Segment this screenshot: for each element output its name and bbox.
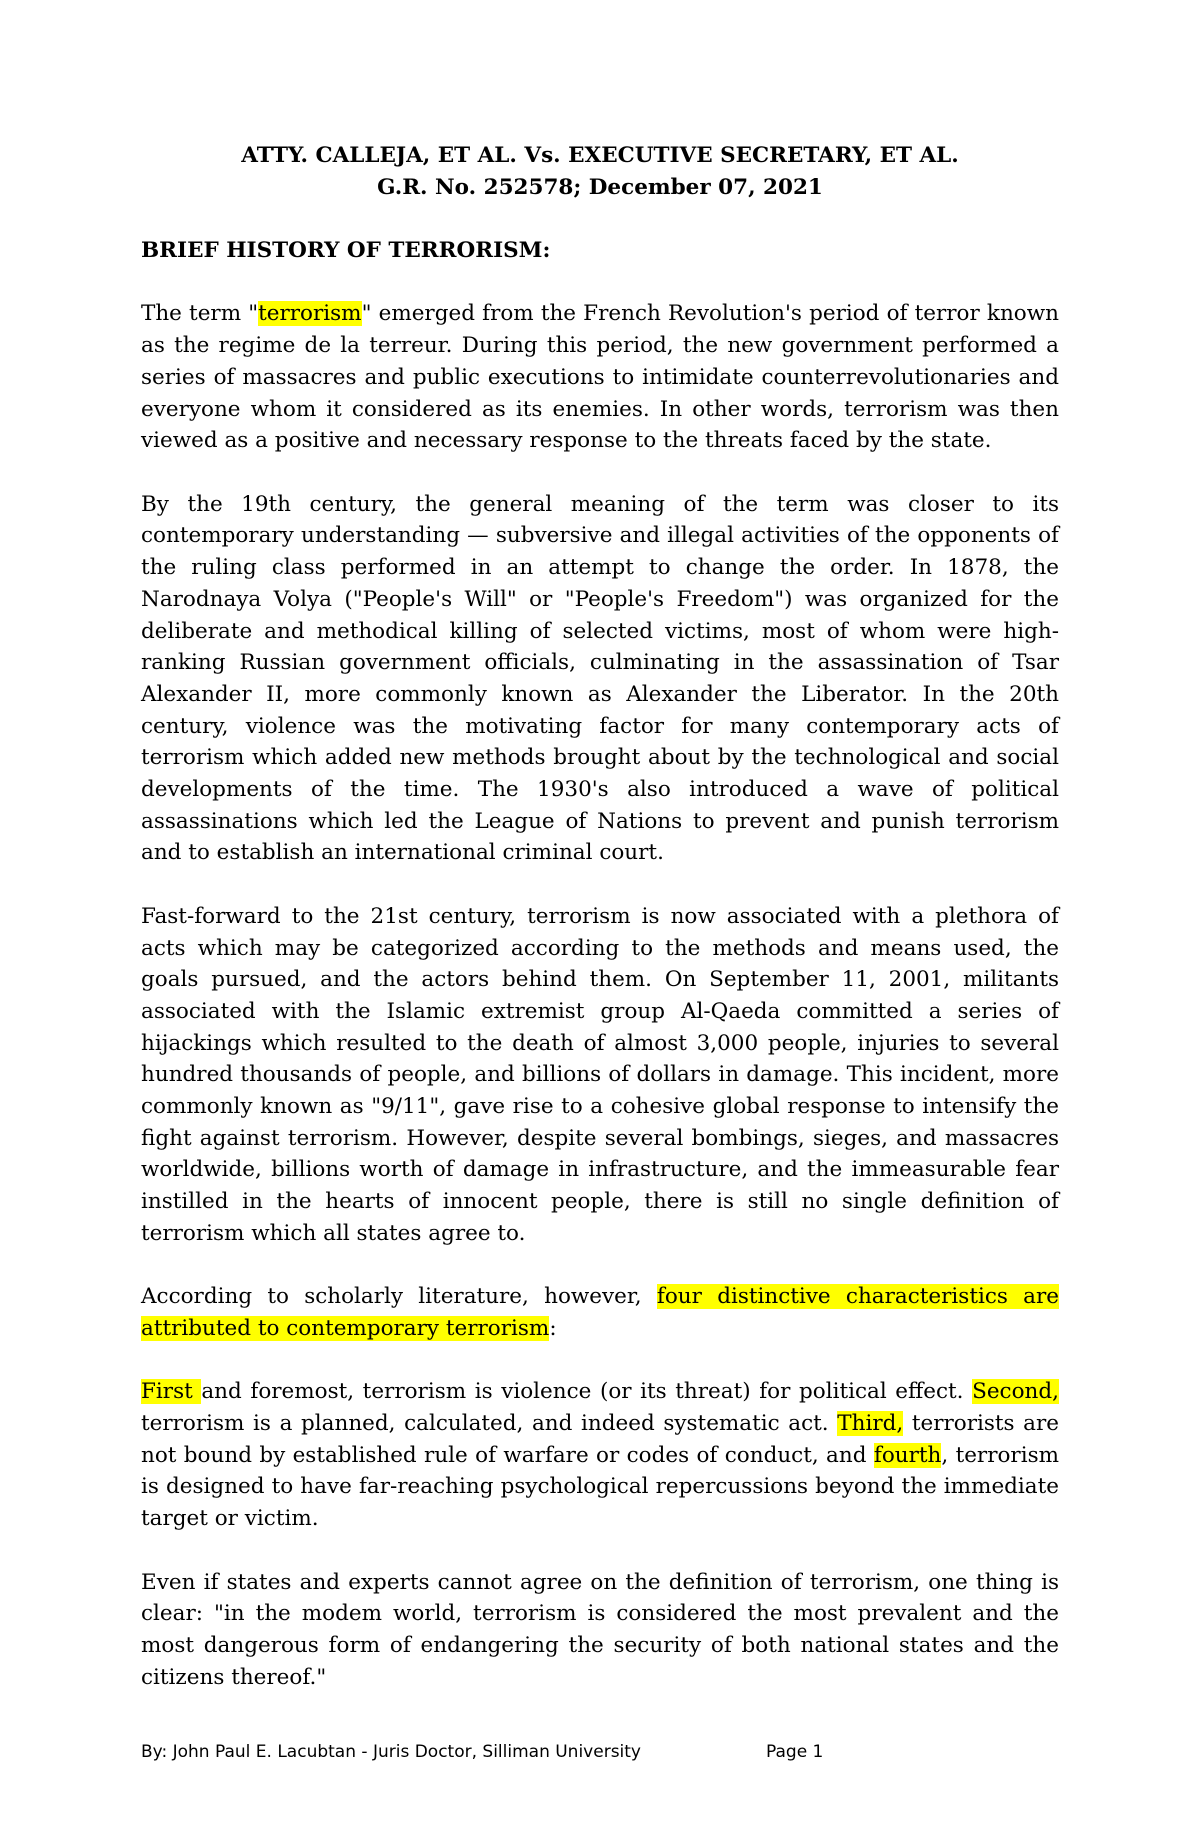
- case-title-line-1: ATTY. CALLEJA, ET AL. Vs. EXECUTIVE SECRETARY, ET AL.: [241, 143, 959, 168]
- highlight-terrorism: terrorism: [258, 301, 362, 327]
- section-heading: BRIEF HISTORY OF TERRORISM:: [141, 238, 551, 264]
- paragraph-1: [141, 298, 1059, 457]
- highlight-four-characteristics: four distinctive characteristics are attributed to contemporary terrorism: [141, 1284, 1059, 1341]
- paragraph-2: By the 19th century, the general meaning of the term was closer to its contemporary understanding — subversive and illegal activities of the opponents of the ruling class performed in an attempt to change the order. In 1878, the Narodnaya Volya ("People's Will" or "People's Freedom") was organized for the deliberate and methodical killing of selected victims, most of whom were high-ranking Russian government officials, culminating in the assassination of Tsar Alexander II, more commonly known as Alexander the Liberator. In the 20th century, violence was the motivating factor for many contemporary acts of terrorism which added new methods brought about by the technological and social developments of the time. The 1930's also introduced a wave of political assassinations which led the League of Nations to prevent and punish terrorism and to establish an international criminal court.: [141, 491, 1059, 866]
- paragraph-4-text-a: According to scholarly literature, however,: [141, 1284, 657, 1310]
- paragraph-1-text-b: " emerged from the French Revolution's period of terror known as the regime de la terreur. During this period, the new government performed a series of massacres and public executions to intimidate counterrevolutionaries and everyone whom it considered as its enemies. In other words, terrorism was then viewed as a positive and necessary response to the threats faced by the state.: [141, 301, 1059, 454]
- highlight-first: First: [141, 1379, 202, 1405]
- document-body: [141, 140, 1059, 1693]
- paragraph-5-text-a: and foremost, terrorism is violence (or its threat) for political effect.: [201, 1379, 973, 1405]
- paragraph-5-text-c: terrorists are not bound by established rule of warfare or codes of conduct, and: [141, 1411, 1059, 1468]
- paragraph-3: Fast-forward to the 21st century, terrorism is now associated with a plethora of acts which may be categorized according to the methods and means used, the goals pursued, and the actors behind them. On September 11, 2001, militants associated with the Islamic extremist group Al-Qaeda committed a series of hijackings which resulted to the death of almost 3,000 people, injuries to several hundred thousands of people, and billions of dollars in damage. This incident, more commonly known as "9/11", gave rise to a cohesive global response to intensify the fight against terrorism. However, despite several bombings, sieges, and massacres worldwide, billions worth of damage in infrastructure, and the immeasurable fear instilled in the hearts of innocent people, there is still no single definition of terrorism which all states agree to.: [141, 903, 1059, 1246]
- case-title: [141, 140, 1059, 203]
- highlight-fourth: fourth: [873, 1442, 942, 1468]
- highlight-second: Second,: [972, 1379, 1059, 1405]
- paragraph-5: [141, 1376, 1059, 1535]
- case-title-line-2: G.R. No. 252578; December 07, 2021: [377, 174, 823, 200]
- paragraph-5-text-d: , terrorism is designed to have far-reaching psychological repercussions beyond the immediate target or victim.: [141, 1442, 1060, 1532]
- paragraph-1-text-a: The term ": [141, 301, 259, 327]
- highlight-third: Third,: [837, 1411, 904, 1437]
- footer-author: By: John Paul E. Lacubtan - Juris Doctor, Silliman University: [141, 1742, 641, 1762]
- paragraph-4-text-b: :: [549, 1315, 557, 1341]
- paragraph-5-text-b: terrorism is a planned, calculated, and indeed systematic act.: [141, 1411, 838, 1437]
- footer-page-number: Page 1: [766, 1742, 824, 1762]
- paragraph-4: [141, 1281, 1059, 1344]
- paragraph-6: Even if states and experts cannot agree on the definition of terrorism, one thing is clear: "in the modem world, terrorism is considered the most prevalent and the most dangerous form of endangering the security of both national states and the citizens thereof.": [141, 1569, 1059, 1690]
